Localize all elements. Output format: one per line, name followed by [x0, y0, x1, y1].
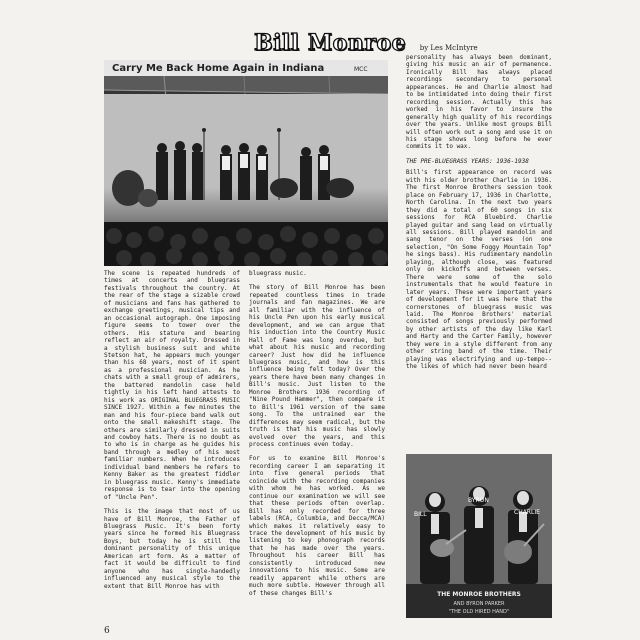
photo-caption-line1: THE MONROE BROTHERS: [437, 591, 521, 598]
article-byline: by Les McIntyre: [419, 44, 478, 52]
text-column-3: [406, 54, 552, 450]
banner-tag: MCC: [354, 66, 368, 73]
col1-paragraph: This is the image that most of us have of Bill Monroe, the Father of Bluegrass Music. It's been forty years since he formed his Bluegrass Boys, but today he is still the dominant personality of this unique American art form. As a matter of fact it would be difficult to find anyone who has single-handedly influenced any musical style to the extent that Bill Monroe has with: [104, 508, 240, 590]
monroe-brothers-photo: [406, 454, 552, 618]
col2-paragraph: For us to examine Bill Monroe's recording career I am separating it into five general periods that coincide with the recording companies with whom he has worked. As we continue our examination we will see that these periods often overlap. Bill has only recorded for three labels (RCA, Columbia, and Decca/MCA) which makes it relatively easy to trace the development of his music by listening to key phonograph records that he has made over the years. Throughout his career Bill has consistently introduced new innovations to his music. Some are readily apparent while others are much more subtle. However through all of these changes Bill's: [249, 455, 385, 597]
page-number: 6: [104, 626, 110, 636]
photo-caption-line2: AND BYRON PARKER: [453, 601, 505, 607]
stage-photo-image: [104, 60, 388, 266]
monroe-brothers-image: [406, 454, 552, 618]
stage-photo: [104, 60, 388, 266]
text-column-1: [104, 270, 240, 622]
banner-text: Carry Me Back Home Again in Indiana: [112, 63, 325, 74]
text-column-2: [249, 270, 385, 622]
col3-paragraph: Bill's first appearance on record was with his older brother Charlie in 1936. The first Monroe Brothers session took place on February 17, 1936 in Charlotte, North Carolina. In the next two years they did a total of 60 songs in six sessions for RCA Bluebird. Charlie played guitar and sang lead on virtually all sessions. Bill played mandolin and sang tenor on the verses (on one selection, "On Some Foggy Mountain Top" he sings bass). His rudimentary mandolin playing, although close, was featured only on kickoffs and between verses. There were some of the solo instrumentals that he would feature in later years. These were important years of development for it was here that the cornerstones of bluegrass music was laid. The Monroe Brothers' material consisted of songs previously performed by other artists of the day like Karl and Harty and the Carter Family, however they were in a style different from any other string band of the time. Their playing was electrifying and up-tempo--the likes of which had never been heard: [406, 169, 552, 371]
col3-paragraph: personality has always been dominant, giving his music an air of permanence. Ironically Bill has always placed recordings secondary to personal appearances. He and Charlie almost had to be intimidated into doing their first recording session. Actually this has worked in his favor to insure the generally high quality of his recordings over the years. Unlike most groups Bill will often work out a song and use it on his stage shows long before he ever commits it to wax.: [406, 54, 552, 151]
col1-paragraph: The scene is repeated hundreds of times at concerts and bluegrass festivals throughout the country. At the rear of the stage a sizable crowd of musicians and fans has gathered to exchange greetings, musical tips and an occasional autograph. One imposing figure seems to tower over the others. His stature and bearing reflect an air of royalty. Dressed in a stylish business suit and white Stetson hat, he appears much younger than his 68 years, most of it spent as a professional musician. As he chats with a small group of admirers, the battered mandolin case held tightly in his left hand attests to his work as ORIGINAL BLUEGRASS MUSIC SINCE 1927. Within a few minutes the man and his four-piece band walk out onto the small makeshift stage. The others are similarly dressed in suits and cowboy hats. There is no doubt as to who is in charge as he guides his band through a medley of his most familiar numbers. When he introduces individual band members he refers to Kenny Baker as the greatest fiddler in bluegrass music. Kenny's immediate response is to tear into the opening of "Uncle Pen".: [104, 270, 240, 501]
photo-caption-line3: "THE OLD HIRED HAND": [448, 609, 510, 615]
col2-paragraph: bluegrass music.: [249, 270, 307, 277]
col2-paragraph: The story of Bill Monroe has been repeated countless times in trade journals and fan magazines. We are all familiar with the influence of his Uncle Pen upon his early musical development, and we can argue that his induction into the Country Music Hall of Fame was long overdue, but what about his music and recording career? Just how did he influence bluegrass music, and how is this influence being felt today? Over the years there have been many changes in Bill's music. Just listen to the Monroe Brothers 1936 recording of "Nine Pound Hammer", then compare it to Bill's 1961 version of the same song. To the untrained ear the differences may seem radical, but the truth is that his music has slowly evolved over the years, and this process continues even today.: [249, 284, 385, 448]
tag-byron: BYRON: [468, 497, 489, 504]
tag-charlie: CHARLIE: [514, 509, 540, 516]
article-title: Bill Monroe: [254, 30, 407, 56]
section-heading: THE PRE-BLUEGRASS YEARS: 1936-1938: [406, 157, 529, 165]
tag-bill: BILL: [414, 511, 427, 518]
